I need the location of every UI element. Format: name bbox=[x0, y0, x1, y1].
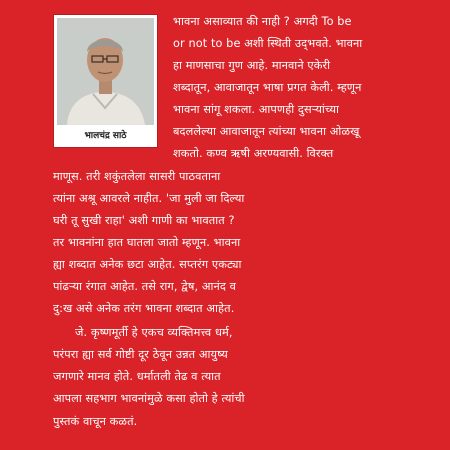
blurb-line: तर भावनांना हात घातला जातो म्हणून. भावना bbox=[53, 236, 241, 249]
blurb-line: हा माणसाचा गुण आहे. मानवाने एकेरी bbox=[173, 59, 331, 72]
blurb-line: ह्या शब्दात अनेक छटा आहेत. सप्तरंग एकट्या bbox=[53, 258, 242, 271]
blurb-line: जगणारे मानव होते. धर्मातली तेढ व त्यात bbox=[53, 370, 221, 383]
blurb-line: जे. कृष्णमूर्ती हे एकच व्यक्तिमत्त्व धर्म, bbox=[75, 326, 233, 339]
blurb-line: बदललेल्या आवाजातून त्यांच्या भावना ओळखू bbox=[173, 125, 360, 138]
blurb-text bbox=[0, 12, 450, 442]
blurb-line: शब्दातून, आवाजातून भाषा प्रगत केली. म्हणून bbox=[173, 81, 362, 94]
author-caption: भालचंद्र साठे bbox=[84, 131, 127, 141]
blurb-line: भावना सांगू शकला. आपणही दुसऱ्यांच्या bbox=[173, 103, 340, 116]
blurb-line: दु:ख असे अनेक तरंग भावना शब्दात आहेत. bbox=[53, 302, 235, 315]
blurb-line: or not to be अशी स्थिती उद्‌भवते. भावना bbox=[173, 37, 363, 50]
blurb-line: भावना असाव्यात की नाही ? अगदी To be bbox=[173, 15, 352, 28]
blurb-line: त्यांना अश्रू आवरले नाहीत. 'जा मुली जा दिल्या bbox=[53, 192, 245, 205]
blurb-line: शकतो. कण्व ऋषी अरण्यवासी. विरक्त bbox=[173, 147, 334, 160]
blurb-line: आपला सहभाग भावनांमुळे कसा होतो हे त्यांची bbox=[53, 392, 245, 405]
blurb-line: पुस्तकं वाचून कळतं. bbox=[53, 415, 138, 428]
blurb-line: घरी तू सुखी राहा' अशी गाणी का भावतात ? bbox=[53, 214, 235, 227]
blurb-line: माणूस. तरी शकुंतलेला सासरी पाठवताना bbox=[53, 170, 221, 183]
blurb-line: पांढऱ्या रंगात आहेत. तसे राग, द्वेष, आनंद व bbox=[53, 280, 237, 293]
blurb-line: परंपरा ह्या सर्व गोष्टी दूर ठेवून उन्नत आयुष्य bbox=[53, 348, 228, 361]
